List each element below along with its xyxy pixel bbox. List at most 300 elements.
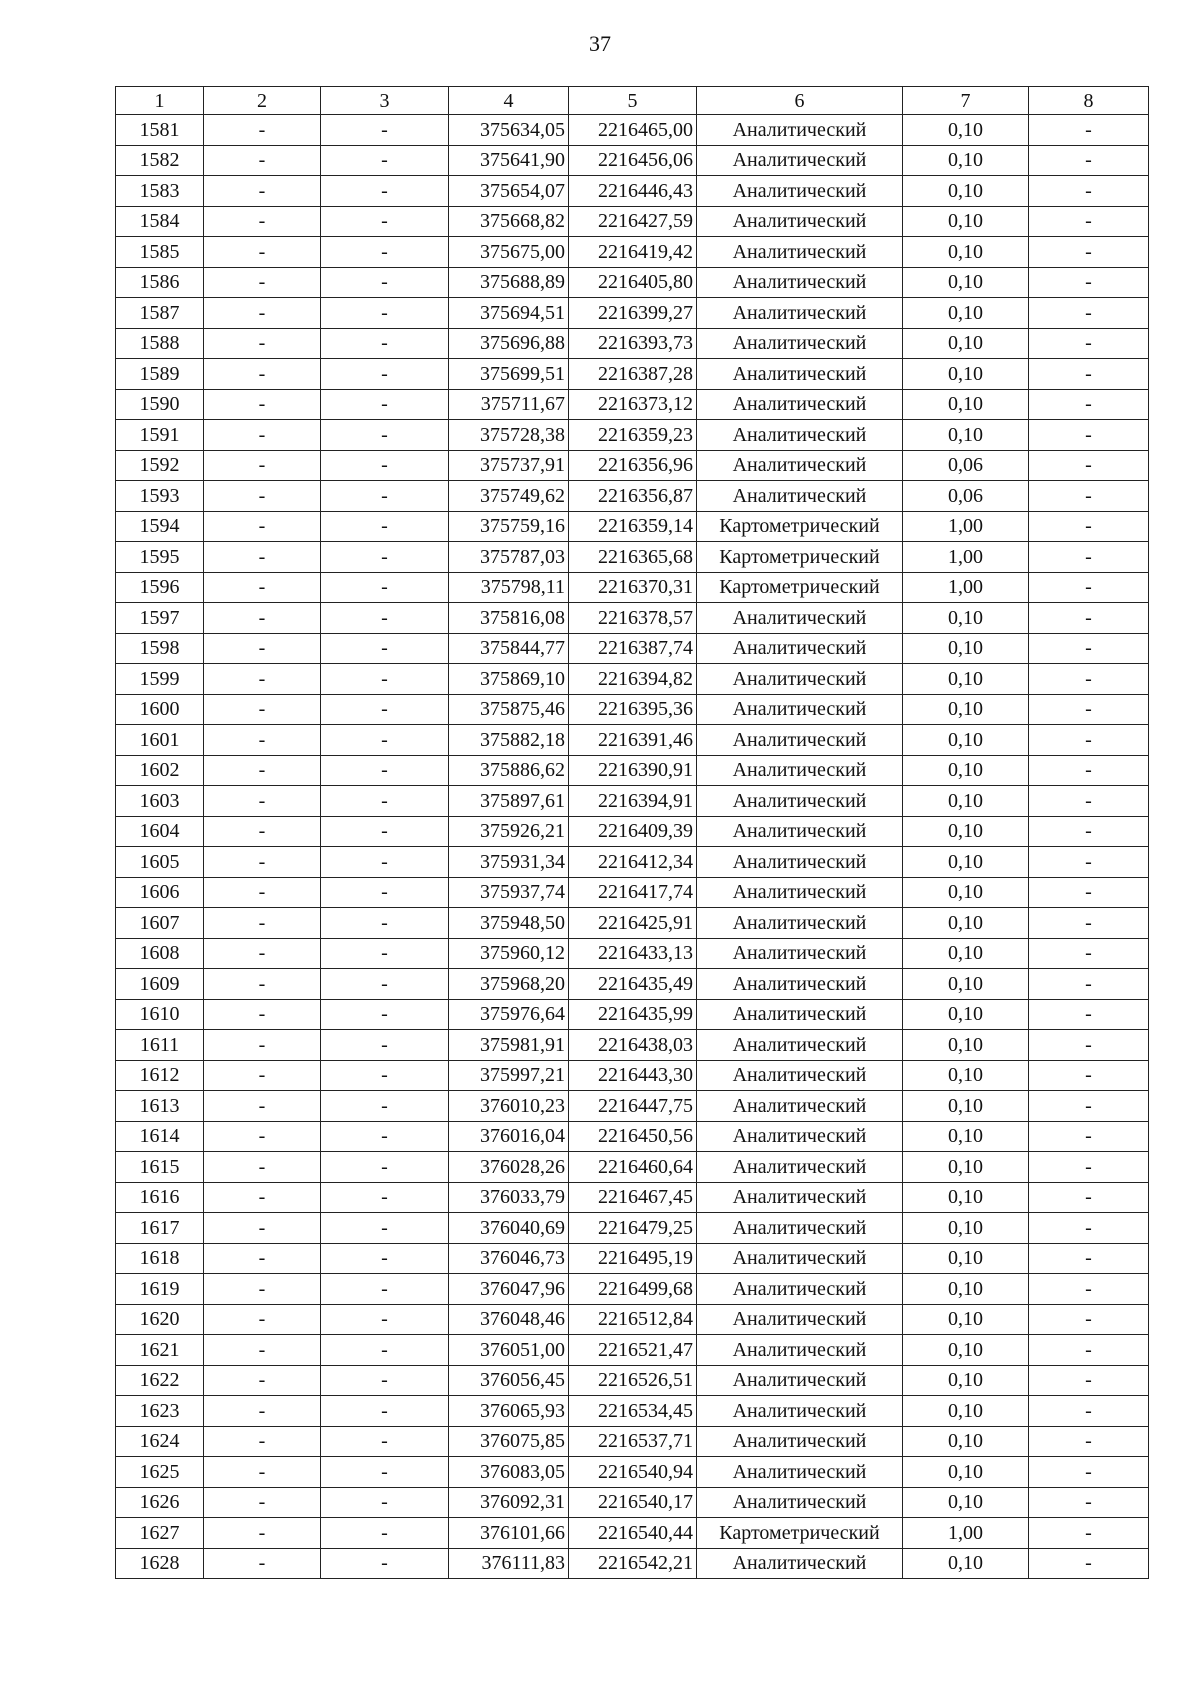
y-coordinate-cell: 2216433,13: [569, 938, 697, 969]
y-coordinate-cell: 2216540,17: [569, 1487, 697, 1518]
point-number-cell: 1617: [116, 1213, 204, 1244]
column-header: 2: [204, 87, 321, 115]
y-coordinate-cell: 2216409,39: [569, 816, 697, 847]
col2-cell: -: [204, 1030, 321, 1061]
col3-cell: -: [321, 908, 449, 939]
column-header: 3: [321, 87, 449, 115]
col8-cell: -: [1029, 176, 1149, 207]
col2-cell: -: [204, 237, 321, 268]
y-coordinate-cell: 2216387,28: [569, 359, 697, 390]
method-cell: Аналитический: [697, 1213, 903, 1244]
x-coordinate-cell: 375696,88: [449, 328, 569, 359]
x-coordinate-cell: 376051,00: [449, 1335, 569, 1366]
point-number-cell: 1602: [116, 755, 204, 786]
x-coordinate-cell: 375875,46: [449, 694, 569, 725]
method-cell: Аналитический: [697, 664, 903, 695]
method-cell: Аналитический: [697, 633, 903, 664]
y-coordinate-cell: 2216540,44: [569, 1518, 697, 1549]
col2-cell: -: [204, 938, 321, 969]
y-coordinate-cell: 2216450,56: [569, 1121, 697, 1152]
point-number-cell: 1584: [116, 206, 204, 237]
x-coordinate-cell: 375816,08: [449, 603, 569, 634]
y-coordinate-cell: 2216405,80: [569, 267, 697, 298]
point-number-cell: 1607: [116, 908, 204, 939]
y-coordinate-cell: 2216467,45: [569, 1182, 697, 1213]
method-cell: Аналитический: [697, 1426, 903, 1457]
point-number-cell: 1593: [116, 481, 204, 512]
point-number-cell: 1604: [116, 816, 204, 847]
table-row: [116, 328, 1149, 359]
point-number-cell: 1608: [116, 938, 204, 969]
table-row: [116, 908, 1149, 939]
accuracy-cell: 0,10: [903, 1213, 1029, 1244]
col8-cell: -: [1029, 145, 1149, 176]
point-number-cell: 1626: [116, 1487, 204, 1518]
point-number-cell: 1582: [116, 145, 204, 176]
point-number-cell: 1606: [116, 877, 204, 908]
table-row: [116, 1365, 1149, 1396]
col3-cell: -: [321, 328, 449, 359]
table-row: [116, 1518, 1149, 1549]
col3-cell: -: [321, 1152, 449, 1183]
col3-cell: -: [321, 1182, 449, 1213]
accuracy-cell: 0,06: [903, 481, 1029, 512]
y-coordinate-cell: 2216465,00: [569, 115, 697, 146]
col2-cell: -: [204, 450, 321, 481]
col3-cell: -: [321, 115, 449, 146]
accuracy-cell: 0,10: [903, 237, 1029, 268]
col8-cell: -: [1029, 1121, 1149, 1152]
col8-cell: -: [1029, 664, 1149, 695]
table-row: [116, 420, 1149, 451]
x-coordinate-cell: 376075,85: [449, 1426, 569, 1457]
col8-cell: -: [1029, 908, 1149, 939]
col2-cell: -: [204, 115, 321, 146]
point-number-cell: 1592: [116, 450, 204, 481]
table-row: [116, 450, 1149, 481]
y-coordinate-cell: 2216390,91: [569, 755, 697, 786]
y-coordinate-cell: 2216387,74: [569, 633, 697, 664]
y-coordinate-cell: 2216446,43: [569, 176, 697, 207]
col2-cell: -: [204, 511, 321, 542]
accuracy-cell: 0,10: [903, 1365, 1029, 1396]
col2-cell: -: [204, 1091, 321, 1122]
x-coordinate-cell: 376083,05: [449, 1457, 569, 1488]
col3-cell: -: [321, 664, 449, 695]
accuracy-cell: 0,10: [903, 1152, 1029, 1183]
col8-cell: -: [1029, 1426, 1149, 1457]
col2-cell: -: [204, 420, 321, 451]
col2-cell: -: [204, 1487, 321, 1518]
point-number-cell: 1624: [116, 1426, 204, 1457]
x-coordinate-cell: 376040,69: [449, 1213, 569, 1244]
col2-cell: -: [204, 1365, 321, 1396]
table-row: [116, 542, 1149, 573]
col3-cell: -: [321, 755, 449, 786]
point-number-cell: 1611: [116, 1030, 204, 1061]
point-number-cell: 1589: [116, 359, 204, 390]
col2-cell: -: [204, 1152, 321, 1183]
method-cell: Аналитический: [697, 1335, 903, 1366]
table-header-row: [116, 87, 1149, 115]
method-cell: Аналитический: [697, 1396, 903, 1427]
col2-cell: -: [204, 1548, 321, 1579]
y-coordinate-cell: 2216540,94: [569, 1457, 697, 1488]
point-number-cell: 1587: [116, 298, 204, 329]
table-row: [116, 664, 1149, 695]
x-coordinate-cell: 376010,23: [449, 1091, 569, 1122]
point-number-cell: 1583: [116, 176, 204, 207]
table-row: [116, 1335, 1149, 1366]
accuracy-cell: 1,00: [903, 572, 1029, 603]
col8-cell: -: [1029, 1518, 1149, 1549]
method-cell: Аналитический: [697, 298, 903, 329]
col2-cell: -: [204, 1213, 321, 1244]
col2-cell: -: [204, 1304, 321, 1335]
y-coordinate-cell: 2216393,73: [569, 328, 697, 359]
col8-cell: -: [1029, 328, 1149, 359]
method-cell: Аналитический: [697, 847, 903, 878]
x-coordinate-cell: 375688,89: [449, 267, 569, 298]
col3-cell: -: [321, 1274, 449, 1305]
col2-cell: -: [204, 633, 321, 664]
col8-cell: -: [1029, 633, 1149, 664]
col2-cell: -: [204, 603, 321, 634]
col3-cell: -: [321, 694, 449, 725]
y-coordinate-cell: 2216356,87: [569, 481, 697, 512]
method-cell: Картометрический: [697, 511, 903, 542]
x-coordinate-cell: 375937,74: [449, 877, 569, 908]
col2-cell: -: [204, 664, 321, 695]
col8-cell: -: [1029, 877, 1149, 908]
col8-cell: -: [1029, 542, 1149, 573]
col3-cell: -: [321, 359, 449, 390]
table-body: [116, 115, 1149, 1579]
col8-cell: -: [1029, 1457, 1149, 1488]
x-coordinate-cell: 375981,91: [449, 1030, 569, 1061]
col8-cell: -: [1029, 1152, 1149, 1183]
col8-cell: -: [1029, 1060, 1149, 1091]
accuracy-cell: 0,10: [903, 1121, 1029, 1152]
col3-cell: -: [321, 847, 449, 878]
col2-cell: -: [204, 786, 321, 817]
y-coordinate-cell: 2216460,64: [569, 1152, 697, 1183]
col2-cell: -: [204, 1426, 321, 1457]
table-row: [116, 1121, 1149, 1152]
table-row: [116, 633, 1149, 664]
col3-cell: -: [321, 389, 449, 420]
table-row: [116, 694, 1149, 725]
accuracy-cell: 0,10: [903, 1182, 1029, 1213]
accuracy-cell: 1,00: [903, 511, 1029, 542]
point-number-cell: 1623: [116, 1396, 204, 1427]
col3-cell: -: [321, 572, 449, 603]
accuracy-cell: 0,10: [903, 1396, 1029, 1427]
col2-cell: -: [204, 298, 321, 329]
col3-cell: -: [321, 1548, 449, 1579]
x-coordinate-cell: 375882,18: [449, 725, 569, 756]
col8-cell: -: [1029, 938, 1149, 969]
col3-cell: -: [321, 786, 449, 817]
table-row: [116, 1304, 1149, 1335]
col8-cell: -: [1029, 786, 1149, 817]
x-coordinate-cell: 375787,03: [449, 542, 569, 573]
col3-cell: -: [321, 1396, 449, 1427]
accuracy-cell: 0,10: [903, 1091, 1029, 1122]
col2-cell: -: [204, 847, 321, 878]
x-coordinate-cell: 375654,07: [449, 176, 569, 207]
col3-cell: -: [321, 1365, 449, 1396]
y-coordinate-cell: 2216521,47: [569, 1335, 697, 1366]
accuracy-cell: 0,10: [903, 420, 1029, 451]
method-cell: Аналитический: [697, 755, 903, 786]
col3-cell: -: [321, 511, 449, 542]
y-coordinate-cell: 2216537,71: [569, 1426, 697, 1457]
point-number-cell: 1622: [116, 1365, 204, 1396]
y-coordinate-cell: 2216526,51: [569, 1365, 697, 1396]
table-row: [116, 115, 1149, 146]
accuracy-cell: 0,10: [903, 389, 1029, 420]
point-number-cell: 1615: [116, 1152, 204, 1183]
table-row: [116, 1182, 1149, 1213]
point-number-cell: 1585: [116, 237, 204, 268]
method-cell: Аналитический: [697, 1243, 903, 1274]
method-cell: Аналитический: [697, 999, 903, 1030]
y-coordinate-cell: 2216456,06: [569, 145, 697, 176]
col8-cell: -: [1029, 1274, 1149, 1305]
y-coordinate-cell: 2216512,84: [569, 1304, 697, 1335]
point-number-cell: 1595: [116, 542, 204, 573]
x-coordinate-cell: 376016,04: [449, 1121, 569, 1152]
method-cell: Аналитический: [697, 450, 903, 481]
accuracy-cell: 0,10: [903, 877, 1029, 908]
accuracy-cell: 0,10: [903, 1548, 1029, 1579]
col8-cell: -: [1029, 206, 1149, 237]
col8-cell: -: [1029, 847, 1149, 878]
method-cell: Аналитический: [697, 1091, 903, 1122]
y-coordinate-cell: 2216394,91: [569, 786, 697, 817]
point-number-cell: 1581: [116, 115, 204, 146]
column-header: 4: [449, 87, 569, 115]
table-row: [116, 389, 1149, 420]
table-row: [116, 572, 1149, 603]
x-coordinate-cell: 376028,26: [449, 1152, 569, 1183]
point-number-cell: 1620: [116, 1304, 204, 1335]
point-number-cell: 1614: [116, 1121, 204, 1152]
point-number-cell: 1597: [116, 603, 204, 634]
table-row: [116, 1060, 1149, 1091]
accuracy-cell: 0,10: [903, 999, 1029, 1030]
table-row: [116, 1274, 1149, 1305]
accuracy-cell: 0,10: [903, 847, 1029, 878]
method-cell: Аналитический: [697, 1548, 903, 1579]
col2-cell: -: [204, 1243, 321, 1274]
col8-cell: -: [1029, 1243, 1149, 1274]
accuracy-cell: 0,10: [903, 115, 1029, 146]
col2-cell: -: [204, 725, 321, 756]
x-coordinate-cell: 375641,90: [449, 145, 569, 176]
accuracy-cell: 0,10: [903, 786, 1029, 817]
point-number-cell: 1599: [116, 664, 204, 695]
method-cell: Аналитический: [697, 786, 903, 817]
y-coordinate-cell: 2216378,57: [569, 603, 697, 634]
table-row: [116, 877, 1149, 908]
table-row: [116, 298, 1149, 329]
table-row: [116, 938, 1149, 969]
x-coordinate-cell: 376056,45: [449, 1365, 569, 1396]
y-coordinate-cell: 2216394,82: [569, 664, 697, 695]
col8-cell: -: [1029, 999, 1149, 1030]
method-cell: Аналитический: [697, 1121, 903, 1152]
method-cell: Аналитический: [697, 1030, 903, 1061]
method-cell: Аналитический: [697, 1304, 903, 1335]
x-coordinate-cell: 376033,79: [449, 1182, 569, 1213]
y-coordinate-cell: 2216499,68: [569, 1274, 697, 1305]
col3-cell: -: [321, 542, 449, 573]
col2-cell: -: [204, 359, 321, 390]
accuracy-cell: 0,10: [903, 267, 1029, 298]
x-coordinate-cell: 375711,67: [449, 389, 569, 420]
table-row: [116, 816, 1149, 847]
y-coordinate-cell: 2216395,36: [569, 694, 697, 725]
table-row: [116, 1548, 1149, 1579]
method-cell: Аналитический: [697, 816, 903, 847]
col8-cell: -: [1029, 1548, 1149, 1579]
y-coordinate-cell: 2216365,68: [569, 542, 697, 573]
method-cell: Аналитический: [697, 1457, 903, 1488]
x-coordinate-cell: 376047,96: [449, 1274, 569, 1305]
point-number-cell: 1586: [116, 267, 204, 298]
method-cell: Картометрический: [697, 1518, 903, 1549]
col2-cell: -: [204, 877, 321, 908]
accuracy-cell: 0,10: [903, 1457, 1029, 1488]
x-coordinate-cell: 376101,66: [449, 1518, 569, 1549]
point-number-cell: 1610: [116, 999, 204, 1030]
x-coordinate-cell: 375897,61: [449, 786, 569, 817]
col2-cell: -: [204, 481, 321, 512]
col3-cell: -: [321, 298, 449, 329]
col2-cell: -: [204, 206, 321, 237]
x-coordinate-cell: 375844,77: [449, 633, 569, 664]
x-coordinate-cell: 375694,51: [449, 298, 569, 329]
col8-cell: -: [1029, 1030, 1149, 1061]
method-cell: Аналитический: [697, 176, 903, 207]
x-coordinate-cell: 376065,93: [449, 1396, 569, 1427]
col2-cell: -: [204, 1518, 321, 1549]
table-row: [116, 1152, 1149, 1183]
col8-cell: -: [1029, 572, 1149, 603]
method-cell: Аналитический: [697, 603, 903, 634]
point-number-cell: 1625: [116, 1457, 204, 1488]
accuracy-cell: 0,10: [903, 755, 1029, 786]
x-coordinate-cell: 376092,31: [449, 1487, 569, 1518]
col8-cell: -: [1029, 115, 1149, 146]
accuracy-cell: 0,10: [903, 1304, 1029, 1335]
table-row: [116, 481, 1149, 512]
col2-cell: -: [204, 572, 321, 603]
method-cell: Аналитический: [697, 1274, 903, 1305]
accuracy-cell: 0,10: [903, 908, 1029, 939]
col3-cell: -: [321, 1457, 449, 1488]
y-coordinate-cell: 2216435,49: [569, 969, 697, 1000]
point-number-cell: 1609: [116, 969, 204, 1000]
table-row: [116, 603, 1149, 634]
accuracy-cell: 0,06: [903, 450, 1029, 481]
method-cell: Аналитический: [697, 267, 903, 298]
col8-cell: -: [1029, 755, 1149, 786]
y-coordinate-cell: 2216417,74: [569, 877, 697, 908]
col8-cell: -: [1029, 267, 1149, 298]
accuracy-cell: 1,00: [903, 542, 1029, 573]
col3-cell: -: [321, 725, 449, 756]
col2-cell: -: [204, 1121, 321, 1152]
col8-cell: -: [1029, 237, 1149, 268]
y-coordinate-cell: 2216438,03: [569, 1030, 697, 1061]
col2-cell: -: [204, 999, 321, 1030]
x-coordinate-cell: 375948,50: [449, 908, 569, 939]
col2-cell: -: [204, 908, 321, 939]
method-cell: Аналитический: [697, 206, 903, 237]
y-coordinate-cell: 2216359,14: [569, 511, 697, 542]
col3-cell: -: [321, 877, 449, 908]
x-coordinate-cell: 375699,51: [449, 359, 569, 390]
x-coordinate-cell: 375931,34: [449, 847, 569, 878]
table-row: [116, 786, 1149, 817]
accuracy-cell: 0,10: [903, 694, 1029, 725]
method-cell: Аналитический: [697, 1060, 903, 1091]
col2-cell: -: [204, 328, 321, 359]
col2-cell: -: [204, 542, 321, 573]
col3-cell: -: [321, 1091, 449, 1122]
col2-cell: -: [204, 816, 321, 847]
table-row: [116, 1457, 1149, 1488]
accuracy-cell: 0,10: [903, 603, 1029, 634]
col3-cell: -: [321, 267, 449, 298]
accuracy-cell: 0,10: [903, 176, 1029, 207]
y-coordinate-cell: 2216359,23: [569, 420, 697, 451]
accuracy-cell: 0,10: [903, 1060, 1029, 1091]
point-number-cell: 1600: [116, 694, 204, 725]
col3-cell: -: [321, 1060, 449, 1091]
table-row: [116, 1396, 1149, 1427]
accuracy-cell: 0,10: [903, 725, 1029, 756]
col2-cell: -: [204, 755, 321, 786]
col3-cell: -: [321, 237, 449, 268]
col3-cell: -: [321, 481, 449, 512]
col8-cell: -: [1029, 450, 1149, 481]
col3-cell: -: [321, 176, 449, 207]
col3-cell: -: [321, 1213, 449, 1244]
method-cell: Аналитический: [697, 328, 903, 359]
table-row: [116, 1213, 1149, 1244]
col3-cell: -: [321, 999, 449, 1030]
column-header: 7: [903, 87, 1029, 115]
method-cell: Аналитический: [697, 1365, 903, 1396]
x-coordinate-cell: 375728,38: [449, 420, 569, 451]
x-coordinate-cell: 375737,91: [449, 450, 569, 481]
col8-cell: -: [1029, 1091, 1149, 1122]
col2-cell: -: [204, 1060, 321, 1091]
point-number-cell: 1612: [116, 1060, 204, 1091]
table-row: [116, 206, 1149, 237]
point-number-cell: 1619: [116, 1274, 204, 1305]
method-cell: Аналитический: [697, 908, 903, 939]
col3-cell: -: [321, 1030, 449, 1061]
point-number-cell: 1613: [116, 1091, 204, 1122]
method-cell: Аналитический: [697, 359, 903, 390]
column-header: 6: [697, 87, 903, 115]
accuracy-cell: 0,10: [903, 1030, 1029, 1061]
